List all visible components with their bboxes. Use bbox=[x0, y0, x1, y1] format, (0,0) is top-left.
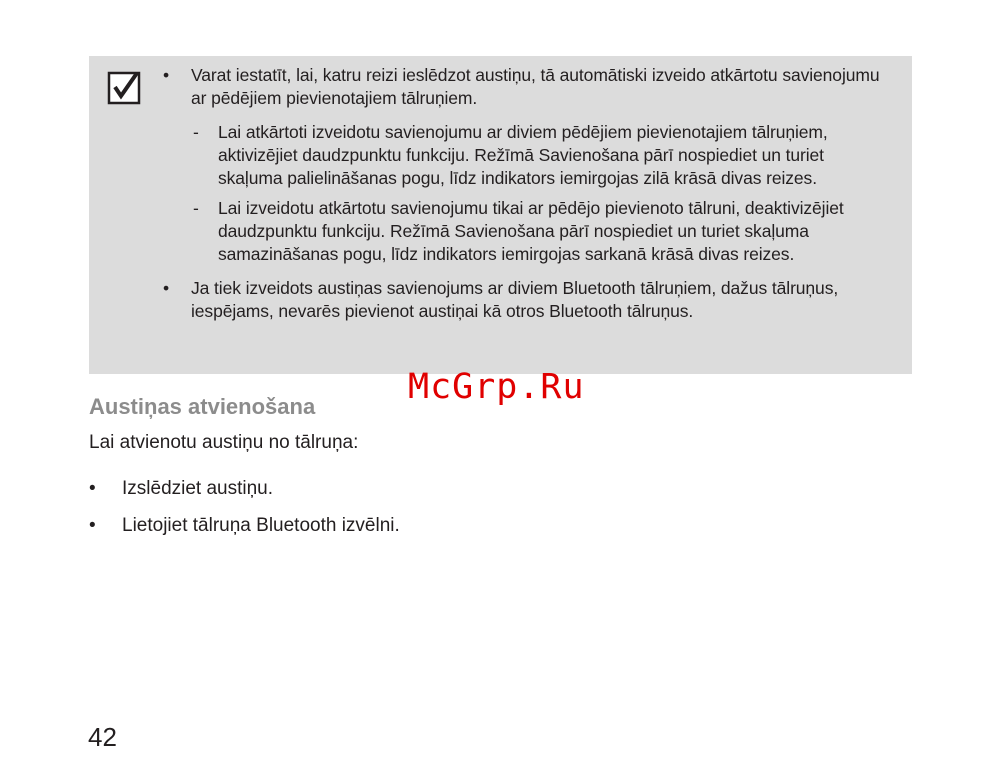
watermark: McGrp.Ru bbox=[408, 367, 585, 407]
bullet: • bbox=[89, 478, 96, 499]
list-item-text: Izslēdziet austiņu. bbox=[122, 478, 274, 499]
note-item-text: Ja tiek izveidots austiņas savienojums ar diviem Bluetooth tālruņiem, dažus tālruņus, iespējams, nevarēs pievienot austiņai kā otros Bluetooth tālruņus. bbox=[191, 278, 839, 321]
dash: - bbox=[193, 198, 199, 218]
note-sub-item bbox=[191, 121, 863, 190]
dash: - bbox=[193, 122, 199, 142]
note-box bbox=[89, 56, 912, 374]
note-item-text: Varat iestatīt, lai, katru reizi ieslēdzot austiņu, tā automātiski izveido atkārtotu savienojumu ar pēdējiem pievienotajiem tālruņiem. bbox=[191, 65, 880, 108]
list-item-text: Lietojiet tālruņa Bluetooth izvēlni. bbox=[122, 515, 400, 536]
instruction-list bbox=[89, 478, 400, 539]
note-item bbox=[89, 64, 891, 266]
note-sub-item-text: Lai izveidotu atkārtotu savienojumu tikai ar pēdējo pievienoto tālruni, deaktivizējiet daudzpunktu funkciju. Režīmā Savienošana pārī nospiediet un turiet skaļuma samazināšanas pogu, līdz indikators iemirgojas sarkanā krāsā divas reizes. bbox=[218, 198, 844, 264]
note-list bbox=[89, 64, 891, 323]
list-item bbox=[89, 515, 400, 539]
note-item bbox=[89, 277, 891, 323]
bullet: • bbox=[163, 278, 170, 298]
list-item bbox=[89, 478, 400, 502]
note-sub-list bbox=[191, 121, 891, 266]
page-number: 42 bbox=[88, 722, 117, 752]
section-heading: Austiņas atvienošana bbox=[89, 394, 316, 419]
bullet: • bbox=[163, 65, 170, 85]
intro-text: Lai atvienotu austiņu no tālruņa: bbox=[89, 432, 359, 453]
bullet: • bbox=[89, 515, 96, 536]
note-sub-item-text: Lai atkārtoti izveidotu savienojumu ar diviem pēdējiem pievienotajiem tālruņiem, aktivizējiet daudzpunktu funkciju. Režīmā Savienošana pārī nospiediet un turiet skaļuma palielināšanas pogu, līdz indikators iemirgojas zilā krāsā divas reizes. bbox=[218, 122, 828, 188]
note-sub-item bbox=[191, 197, 863, 266]
